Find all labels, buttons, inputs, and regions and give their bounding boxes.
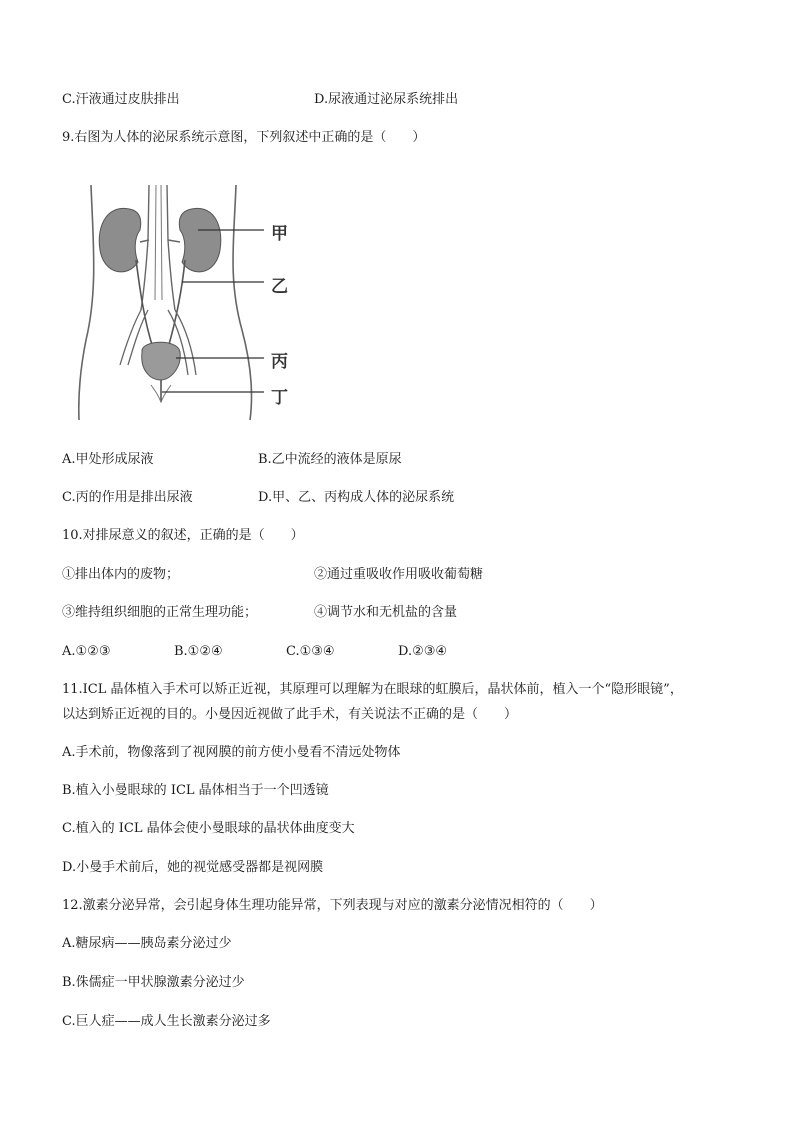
label-ding: 丁 (271, 388, 288, 408)
q9-option-d: D.甲、乙、丙构成人体的泌尿系统 (258, 490, 455, 505)
label-yi: 乙 (271, 277, 288, 297)
q11-option-b: B.植入小曼眼球的 ICL 晶体相当于一个凹透镜 (62, 783, 329, 798)
q10-option-a: A.①②③ (62, 644, 111, 659)
q10-stem: 10.对排尿意义的叙述，正确的是（ ） (62, 528, 304, 543)
label-jia: 甲 (271, 224, 288, 244)
q11-stem-line-2: 以达到矫正近视的目的。小曼因近视做了此手术，有关说法不正确的是（ ） (62, 707, 518, 722)
q9-option-a: A.甲处形成尿液 (62, 452, 154, 467)
q10-item-1: ①排出体内的废物； (62, 567, 180, 582)
q12-option-a: A.糖尿病——胰岛素分泌过少 (62, 936, 232, 951)
q8-option-d: D.尿液通过泌尿系统排出 (314, 92, 459, 107)
q12-option-b: B.侏儒症一甲状腺激素分泌过少 (62, 975, 245, 990)
q11-option-c: C.植入的 ICL 晶体会使小曼眼球的晶状体曲度变大 (62, 821, 355, 836)
urinary-system-diagram (78, 180, 318, 425)
q10-option-b: B.①②④ (174, 644, 223, 659)
q10-option-d: D.②③④ (398, 644, 448, 659)
q9-option-c: C.丙的作用是排出尿液 (62, 490, 193, 505)
q8-option-c: C.汗液通过皮肤排出 (62, 92, 180, 107)
q11-option-a: A.手术前，物像落到了视网膜的前方使小曼看不清远处物体 (62, 745, 401, 760)
label-bing: 丙 (271, 352, 288, 372)
q11-option-d: D.小曼手术前后，她的视觉感受器都是视网膜 (62, 860, 324, 875)
q10-option-c: C.①③④ (286, 644, 335, 659)
q10-item-2: ②通过重吸收作用吸收葡萄糖 (314, 567, 484, 582)
q9-option-b: B.乙中流经的液体是原尿 (258, 452, 402, 467)
q12-option-c: C.巨人症——成人生长激素分泌过多 (62, 1014, 271, 1029)
q9-stem: 9.右图为人体的泌尿系统示意图，下列叙述中正确的是（ ） (62, 130, 426, 145)
q11-stem-line-1: 11.ICL 晶体植入手术可以矫正近视，其原理可以理解为在眼球的虹膜后，晶状体前，植入一个“隐形眼镜”， (62, 682, 683, 697)
q10-item-3: ③维持组织细胞的正常生理功能； (62, 605, 258, 620)
q10-item-4: ④调节水和无机盐的含量 (314, 605, 458, 620)
q12-stem: 12.激素分泌异常，会引起身体生理功能异常，下列表现与对应的激素分泌情况相符的（ ） (62, 898, 603, 913)
